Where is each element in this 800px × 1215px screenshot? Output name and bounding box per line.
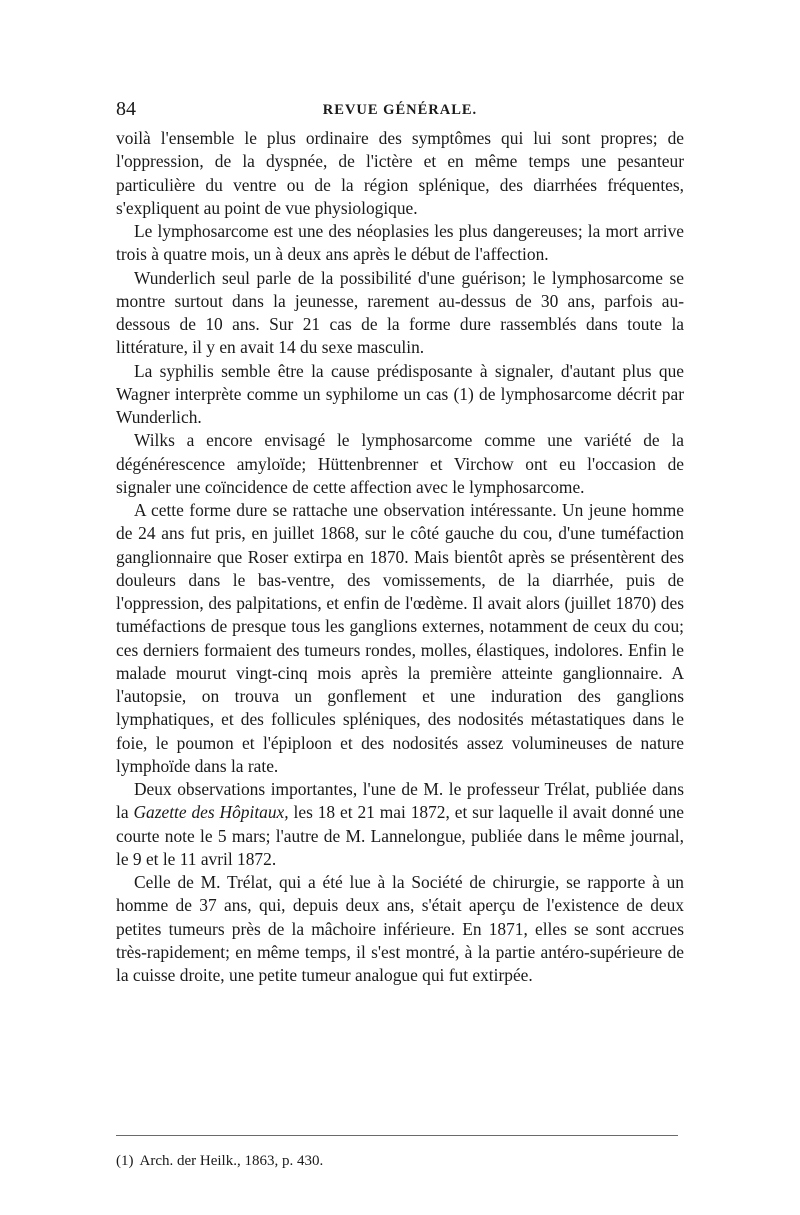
paragraph-5: Wilks a encore envisagé le lymphosarcome comme une variété de la dégénérescence amyloïde; Hüttenbrenner et Virchow ont eu l'occasion de signaler une coïncidence de cette affection avec le lymphosarcome.	[116, 430, 684, 497]
paragraph-6: A cette forme dure se rattache une observation intéressante. Un jeune homme de 24 ans fut pris, en juillet 1868, sur le côté gauche du cou, d'une tuméfaction ganglionnaire que Roser extirpa en 1870. Mais bientôt après se présentèrent des douleurs dans le bas-ventre, des vomissements, de la diarrhée, puis de l'oppression, des palpitations, et enfin de l'œdème. Il avait alors (juillet 1870) des tuméfactions de presque tous les ganglions externes, notamment de ceux du cou; ces derniers formaient des tumeurs rondes, molles, élastiques, indolores. Enfin le malade mourut vingt-cinq mois après la première atteinte ganglionnaire. A l'autopsie, on trouva un gonflement et une induration des ganglions lymphatiques, et des follicules spléniques, des nodosités métastatiques dans le foie, le poumon et l'épiploon et des nodosités assez volumineuses de nature lymphoïde dans la rate.	[116, 500, 684, 776]
paragraph-8: Celle de M. Trélat, qui a été lue à la Société de chirurgie, se rapporte à un homme de 37 ans, qui, depuis deux ans, s'était aperçu de l'existence de deux petites tumeurs près de la mâchoire inférieure. En 1871, elles se sont accrues très-rapidement; en même temps, il s'est montré, à la partie antéro-supérieure de la cuisse droite, une petite tumeur analogue qui fut extirpée.	[116, 872, 684, 985]
book-page	[116, 0, 684, 1215]
footnote-divider	[116, 1135, 678, 1136]
paragraph-1: voilà l'ensemble le plus ordinaire des symptômes qui lui sont propres; de l'oppression, de la dyspnée, de l'ictère et en même temps une pesanteur particulière du ventre ou de la région splénique, des diarrhées fréquentes, s'expliquent au point de vue physiologique.	[116, 128, 684, 218]
footnote-text: Arch. der Heilk., 1863, p. 430.	[139, 1153, 324, 1169]
running-title: REVUE GÉNÉRALE.	[322, 102, 478, 118]
journal-title: Gazette des Hôpitaux,	[133, 802, 289, 823]
footnote-marker: (1)	[116, 1153, 134, 1169]
footnote	[116, 1152, 323, 1170]
paragraph-3: Wunderlich seul parle de la possibilité d'une guérison; le lymphosarcome se montre surtout dans la jeunesse, rarement au-dessus de 30 ans, parfois au-dessous de 10 ans. Sur 21 cas de la forme dure rassemblés dans toute la littérature, il y en avait 14 du sexe masculin.	[116, 267, 684, 358]
paragraph-7	[116, 778, 684, 871]
paragraph-4: La syphilis semble être la cause prédisposante à signaler, d'autant plus que Wagner interprète comme un syphilome un cas (1) de lymphosarcome décrit par Wunderlich.	[116, 360, 684, 427]
paragraph-7-text-b: les 18 et 21 mai 1872, et sur laquelle il avait donné une courte note le 5 mars; l'autre de M. Lannelongue, publiée dans le même journal, le 9 et le 11 avril 1872.	[116, 802, 685, 869]
paragraph-7-text-a: Deux observations importantes, l'une de M. le professeur Trélat, publiée dans la	[116, 779, 684, 823]
page-number: 84	[116, 98, 136, 120]
page-header	[116, 98, 684, 122]
body-text	[116, 127, 684, 987]
paragraph-2: Le lymphosarcome est une des néoplasies les plus dangereuses; la mort arrive trois à quatre mois, un à deux ans après le début de l'affection.	[116, 221, 684, 265]
